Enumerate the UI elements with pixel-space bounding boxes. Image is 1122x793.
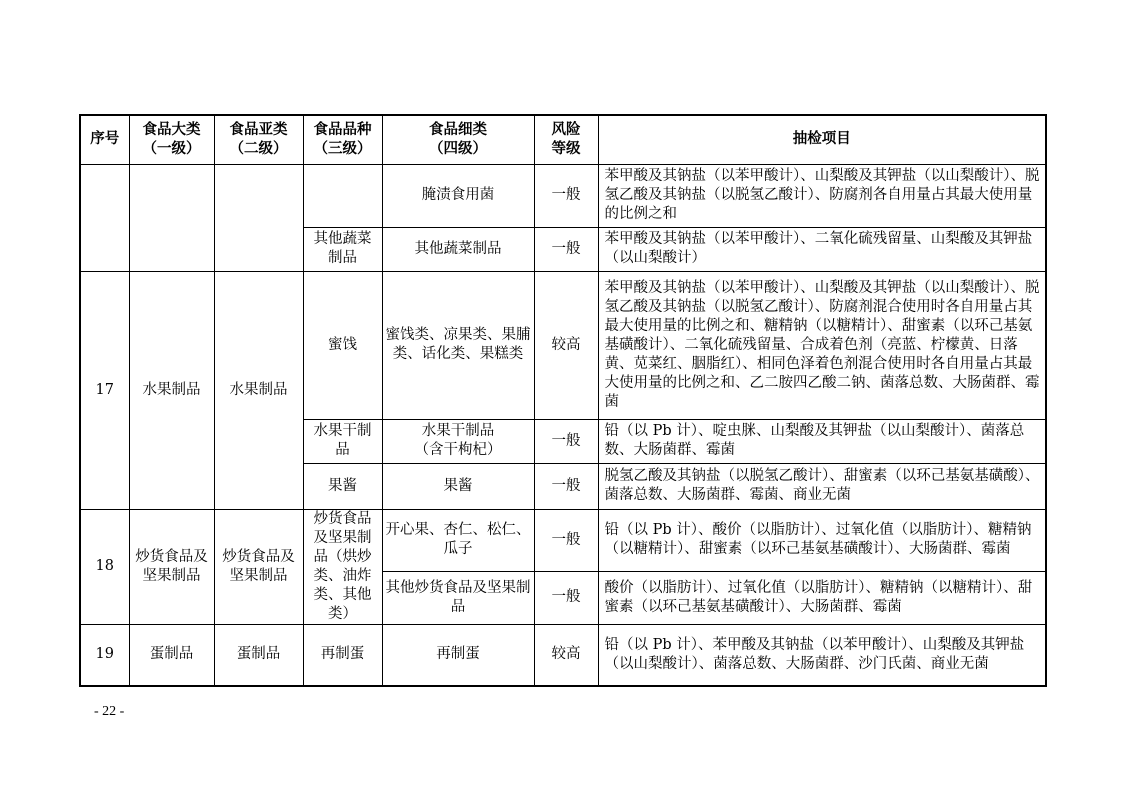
cell-no: 19 (80, 624, 129, 686)
cell-cat3: 蜜饯 (303, 271, 382, 419)
cell-no: 18 (80, 509, 129, 624)
header-cat4: 食品细类 （四级） (382, 115, 534, 164)
header-cat2: 食品亚类 （二级） (214, 115, 303, 164)
cell-items: 铅（以 Pb 计）、苯甲酸及其钠盐（以苯甲酸计）、山梨酸及其钾盐（以山梨酸计）、菌落总数、大肠菌群、沙门氏菌、商业无菌 (598, 624, 1046, 686)
cell-cat1: 炒货食品及坚果制品 (129, 509, 214, 624)
cell-cat2: 蛋制品 (214, 624, 303, 686)
cell-items: 苯甲酸及其钠盐（以苯甲酸计）、山梨酸及其钾盐（以山梨酸计）、脱氢乙酸及其钠盐（以脱氢乙酸计）、防腐剂混合使用时各自用量占其最大使用量的比例之和、糖精钠（以糖精计）、甜蜜素（以环己基氨基磺酸计）、二氧化硫残留量、合成着色剂（亮蓝、柠檬黄、日落黄、苋菜红、胭脂红）、相同色泽着色剂混合使用时各自用量占其最大使用量的比例之和、乙二胺四乙酸二钠、菌落总数、大肠菌群、霉菌 (598, 271, 1046, 419)
cell-cat4: 其他蔬菜制品 (382, 227, 534, 271)
cell-cat4: 腌渍食用菌 (382, 164, 534, 227)
cell-risk: 一般 (534, 419, 598, 463)
cell-cat3: 果酱 (303, 463, 382, 509)
table-row (80, 271, 1046, 419)
cell-cat4: 蜜饯类、凉果类、果脯类、话化类、果糕类 (382, 271, 534, 419)
header-row (80, 115, 1046, 164)
cell-cat4: 水果干制品 （含干枸杞） (382, 419, 534, 463)
cell-no: 17 (80, 271, 129, 509)
cell-risk: 一般 (534, 572, 598, 624)
cell-cat1-empty (129, 164, 214, 271)
header-items: 抽检项目 (598, 115, 1046, 164)
header-cat1: 食品大类 （一级） (129, 115, 214, 164)
header-cat3: 食品品种 （三级） (303, 115, 382, 164)
cell-cat3-empty (303, 164, 382, 227)
cell-cat3: 水果干制品 (303, 419, 382, 463)
cell-cat1: 蛋制品 (129, 624, 214, 686)
cell-risk: 较高 (534, 271, 598, 419)
cell-cat2: 水果制品 (214, 271, 303, 509)
table-row (80, 509, 1046, 572)
cell-cat4: 其他炒货食品及坚果制品 (382, 572, 534, 624)
cell-risk: 较高 (534, 624, 598, 686)
cell-risk: 一般 (534, 509, 598, 572)
cell-risk: 一般 (534, 227, 598, 271)
cell-items: 铅（以 Pb 计）、啶虫脒、山梨酸及其钾盐（以山梨酸计）、菌落总数、大肠菌群、霉菌 (598, 419, 1046, 463)
cell-cat4: 开心果、杏仁、松仁、瓜子 (382, 509, 534, 572)
cell-items: 脱氢乙酸及其钠盐（以脱氢乙酸计）、甜蜜素（以环己基氨基磺酸）、菌落总数、大肠菌群、霉菌、商业无菌 (598, 463, 1046, 509)
cell-no-empty (80, 164, 129, 271)
cell-cat2: 炒货食品及坚果制品 (214, 509, 303, 624)
cell-items: 苯甲酸及其钠盐（以苯甲酸计）、二氧化硫残留量、山梨酸及其钾盐（以山梨酸计） (598, 227, 1046, 271)
cell-items: 铅（以 Pb 计）、酸价（以脂肪计）、过氧化值（以脂肪计）、糖精钠（以糖精计）、甜蜜素（以环己基氨基磺酸计）、大肠菌群、霉菌 (598, 509, 1046, 572)
cell-cat3: 炒货食品及坚果制品（烘炒类、油炸类、其他类） (303, 509, 382, 624)
cell-cat3: 其他蔬菜制品 (303, 227, 382, 271)
cell-cat3: 再制蛋 (303, 624, 382, 686)
cell-risk: 一般 (534, 463, 598, 509)
cell-items: 苯甲酸及其钠盐（以苯甲酸计）、山梨酸及其钾盐（以山梨酸计）、脱氢乙酸及其钠盐（以脱氢乙酸计）、防腐剂各自用量占其最大使用量的比例之和 (598, 164, 1046, 227)
cell-cat4: 果酱 (382, 463, 534, 509)
table-row (80, 164, 1046, 227)
cell-cat2-empty (214, 164, 303, 271)
cell-cat4: 再制蛋 (382, 624, 534, 686)
page-number: - 22 - (94, 704, 125, 719)
header-no: 序号 (80, 115, 129, 164)
cell-items: 酸价（以脂肪计）、过氧化值（以脂肪计）、糖精钠（以糖精计）、甜蜜素（以环己基氨基磺酸计）、大肠菌群、霉菌 (598, 572, 1046, 624)
header-risk: 风险 等级 (534, 115, 598, 164)
table-row (80, 624, 1046, 686)
cell-risk: 一般 (534, 164, 598, 227)
cell-cat1: 水果制品 (129, 271, 214, 509)
inspection-table (79, 114, 1047, 687)
